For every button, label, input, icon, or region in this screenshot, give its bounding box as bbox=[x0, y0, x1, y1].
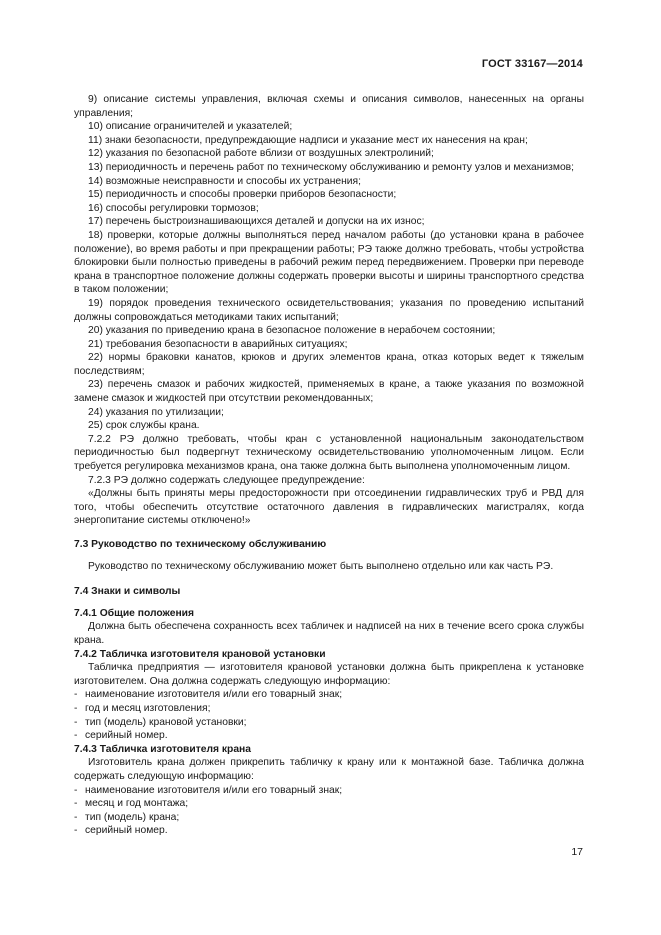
subsection-heading-7-4-3: 7.4.3 Табличка изготовителя крана bbox=[74, 743, 252, 755]
paragraph-7-2-3: 7.2.3 РЭ должно содержать следующее предупреждение: bbox=[88, 474, 365, 486]
list-item bbox=[74, 824, 584, 838]
paragraph-7-3: Руководство по техническому обслуживанию может быть выполнено отдельно или как часть РЭ. bbox=[88, 560, 554, 572]
list-item-text: серийный номер. bbox=[85, 730, 168, 742]
page-number: 17 bbox=[571, 846, 583, 858]
list-item: 24) указания по утилизации; bbox=[88, 406, 224, 418]
paragraph-7-4-1: Должна быть обеспечена сохранность всех табличек и надписей на них в течение всего срока службы крана. bbox=[74, 621, 584, 646]
list-item: 14) возможные неисправности и способы их устранения; bbox=[88, 175, 361, 187]
section-heading-7-4: 7.4 Знаки и символы bbox=[74, 586, 181, 598]
dash-marker: - bbox=[74, 811, 78, 823]
page-header: ГОСТ 33167—2014 bbox=[481, 58, 583, 70]
list-item bbox=[74, 702, 584, 716]
list-item bbox=[74, 729, 584, 743]
dash-marker: - bbox=[74, 730, 78, 742]
list-item-text: месяц и год монтажа; bbox=[85, 798, 189, 810]
list-item: 15) периодичность и способы проверки приборов безопасности; bbox=[88, 189, 397, 201]
subsection-heading-7-4-1: 7.4.1 Общие положения bbox=[74, 607, 194, 619]
list-item bbox=[74, 688, 584, 702]
document-body bbox=[74, 93, 584, 838]
list-item: 18) проверки, которые должны выполняться перед началом работы (до установки крана в рабочее положение), во время работы и при прекращении работы; РЭ также должно требовать, чтобы устройства блокировки были полностью приведены в рабочий режим перед передвижением. Проверки при переводе крана в транспортное положение должны содержать проверки высоты и ширины транспортного средства в таком положении; bbox=[74, 229, 584, 296]
dash-marker: - bbox=[74, 798, 78, 810]
subsection-heading-7-4-2: 7.4.2 Табличка изготовителя крановой установки bbox=[74, 648, 326, 660]
list-item-text: год и месяц изготовления; bbox=[85, 702, 211, 714]
list-item: 22) нормы браковки канатов, крюков и других элементов крана, отказ которых ведет к тяжелым последствиям; bbox=[74, 352, 584, 377]
list-item: 11) знаки безопасности, предупреждающие надписи и указание мест их нанесения на кран; bbox=[88, 134, 528, 146]
list-item: 13) периодичность и перечень работ по техническому обслуживанию и ремонту узлов и механизмов; bbox=[88, 161, 575, 173]
list-item: 21) требования безопасности в аварийных ситуациях; bbox=[88, 338, 348, 350]
list-item: 9) описание системы управления, включая схемы и описания символов, нанесенных на органы управления; bbox=[74, 94, 584, 119]
list-item: 17) перечень быстроизнашивающихся деталей и допуски на их износ; bbox=[88, 216, 425, 228]
list-item-text: тип (модель) крановой установки; bbox=[85, 716, 247, 728]
list-item-text: наименование изготовителя и/или его товарный знак; bbox=[85, 784, 343, 796]
paragraph-7-2-2: 7.2.2 РЭ должно требовать, чтобы кран с установленной национальным законодательством периодичностью был подвергнут техническому освидетельствованию уполномоченным лицом. Если требуется регулировка механизмов крана, она также должна быть выполнена уполномоченным лицом. bbox=[74, 433, 584, 473]
list-item: 16) способы регулировки тормозов; bbox=[88, 202, 259, 214]
list-item-text: наименование изготовителя и/или его товарный знак; bbox=[85, 689, 343, 701]
dash-marker: - bbox=[74, 689, 78, 701]
dash-marker: - bbox=[74, 825, 78, 837]
warning-quote: «Должны быть приняты меры предосторожности при отсоединении гидравлических труб и РВД для того, чтобы обеспечить отсутствие остаточного давления в гидравлических магистралях, когда энергопитание системы отключено!» bbox=[74, 488, 584, 527]
paragraph-7-4-2: Табличка предприятия — изготовителя крановой установки должна быть прикреплена к установке изготовителем. Она должна содержать следующую информацию: bbox=[74, 662, 584, 687]
dash-marker: - bbox=[74, 702, 78, 714]
dash-marker: - bbox=[74, 784, 78, 796]
list-item: 12) указания по безопасной работе вблизи от воздушных электролиний; bbox=[88, 148, 434, 160]
list-item-text: тип (модель) крана; bbox=[85, 811, 180, 823]
list-item bbox=[74, 784, 584, 798]
list-item: 20) указания по приведению крана в безопасное положение в нерабочем состоянии; bbox=[88, 325, 496, 337]
list-item: 23) перечень смазок и рабочих жидкостей, применяемых в кране, а также указания по возможной замене смазок и жидкостей при отсутствии рекомендованных; bbox=[74, 379, 584, 405]
list-item: 25) срок службы крана. bbox=[88, 420, 200, 432]
list-item bbox=[74, 811, 584, 825]
list-item-text: серийный номер. bbox=[85, 825, 168, 837]
paragraph-7-4-3: Изготовитель крана должен прикрепить табличку к крану или к монтажной базе. Табличка должна содержать следующую информацию: bbox=[74, 757, 584, 782]
list-item bbox=[74, 716, 584, 730]
list-item: 10) описание ограничителей и указателей; bbox=[88, 121, 293, 133]
section-heading-7-3: 7.3 Руководство по техническому обслуживанию bbox=[74, 539, 327, 550]
dash-marker: - bbox=[74, 716, 78, 728]
list-item bbox=[74, 797, 584, 811]
list-item: 19) порядок проведения технического освидетельствования; указания по проведению испытаний должны сопровождаться методиками таких испытаний; bbox=[74, 297, 584, 323]
